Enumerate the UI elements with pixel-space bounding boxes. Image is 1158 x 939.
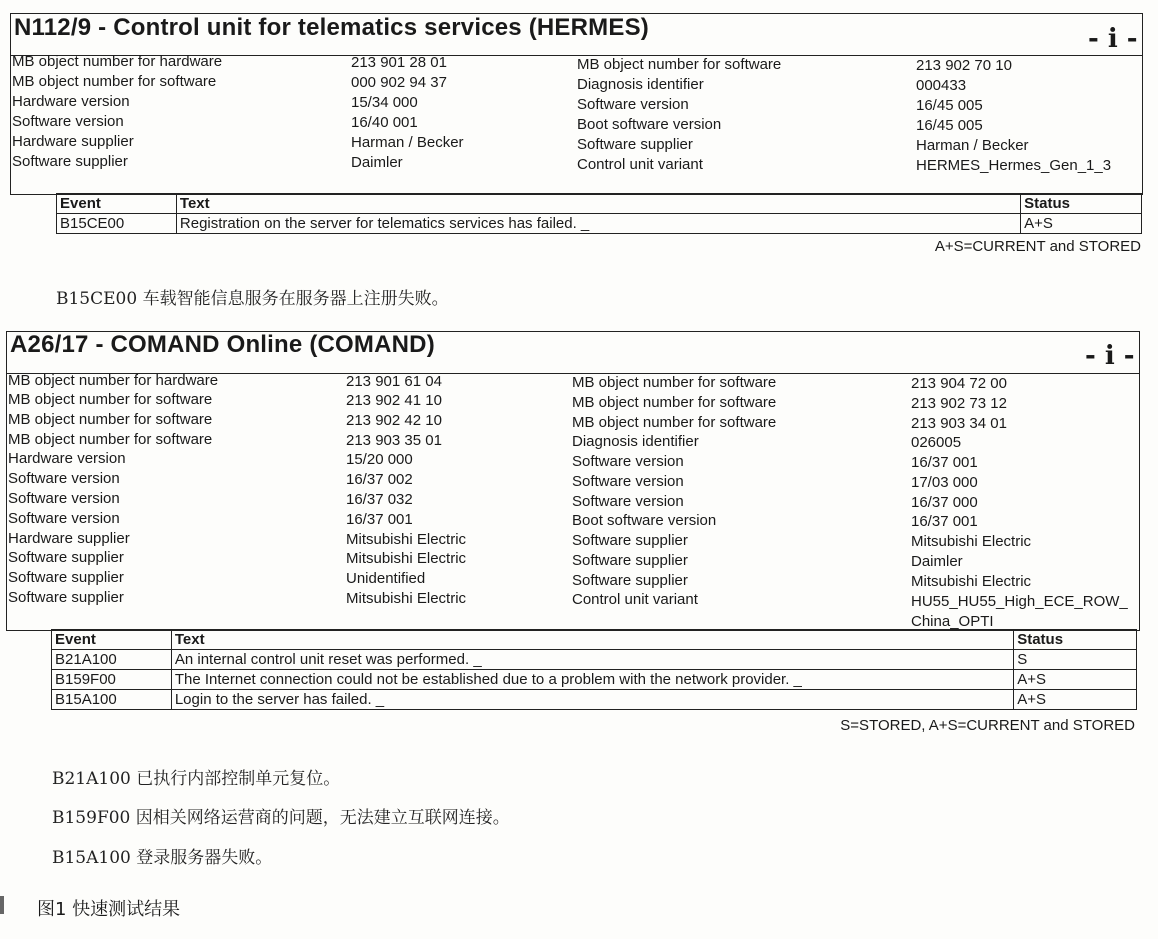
field-label: Software version [572, 493, 684, 510]
field-label: Control unit variant [577, 156, 703, 173]
field-label: Software supplier [12, 153, 128, 170]
field-value: Daimler [911, 553, 963, 570]
translation-note: B15A100 登录服务器失败。 [52, 848, 273, 868]
status-header: Status [1014, 630, 1137, 650]
control-unit-variant-value: HU55_HU55_High_ECE_ROW_China_OPTI [911, 593, 1128, 630]
text-header: Text [171, 630, 1013, 650]
field-value: Mitsubishi Electric [346, 590, 467, 607]
field-label: Software supplier [8, 549, 124, 566]
field-value: 000433 [916, 77, 967, 94]
field-label: Hardware supplier [12, 133, 134, 150]
figure-caption: 图1 快速测试结果 [37, 899, 181, 920]
field-label: Diagnosis identifier [577, 76, 704, 93]
event-table [51, 629, 1137, 710]
info-icon[interactable]: - i - [1088, 24, 1138, 54]
field-label: Hardware version [8, 450, 126, 467]
event-text: Registration on the server for telematics services has failed. _ [176, 214, 1020, 234]
field-label: Software supplier [8, 569, 124, 586]
field-label: Software version [8, 490, 120, 507]
event-code: B159F00 [52, 670, 172, 690]
field-value: Mitsubishi Electric [346, 531, 467, 548]
field-label: Software supplier [8, 589, 124, 606]
caption-marker [0, 896, 4, 914]
table-row [52, 650, 1137, 670]
event-text: The Internet connection could not be established due to a problem with the network provider. _ [171, 670, 1013, 690]
field-value: 026005 [911, 434, 962, 451]
field-label: Software supplier [577, 136, 693, 153]
field-value: 213 903 34 01 [911, 415, 1007, 432]
field-label: Software version [577, 96, 689, 113]
field-label: Software version [572, 473, 684, 490]
event-text: Login to the server has failed. _ [171, 690, 1013, 710]
field-label: MB object number for software [8, 391, 213, 408]
event-code: B15A100 [52, 690, 172, 710]
field-value: 16/37 001 [911, 513, 978, 530]
field-label: MB object number for software [8, 411, 213, 428]
field-label: Boot software version [572, 512, 717, 529]
field-value: 213 901 61 04 [346, 373, 442, 390]
event-status: S [1014, 650, 1137, 670]
control-unit-variant-value: HERMES_Hermes_Gen_1_3 [916, 157, 1112, 174]
field-value: 213 904 72 00 [911, 375, 1007, 392]
field-value: 16/45 005 [916, 97, 983, 114]
field-label: Control unit variant [572, 591, 698, 608]
field-label: MB object number for software [8, 431, 213, 448]
event-table [56, 193, 1142, 234]
field-label: Boot software version [577, 116, 722, 133]
status-legend: A+S=CURRENT and STORED [934, 238, 1141, 255]
field-label: MB object number for hardware [12, 53, 223, 70]
panel-title: N112/9 - Control unit for telematics services (HERMES) [14, 14, 649, 41]
field-value: 213 902 41 10 [346, 392, 442, 409]
field-label: MB object number for software [12, 73, 217, 90]
field-value: Mitsubishi Electric [911, 573, 1032, 590]
field-value: 17/03 000 [911, 474, 978, 491]
translation-note: B15CE00 车载智能信息服务在服务器上注册失败。 [56, 289, 449, 309]
event-code: B21A100 [52, 650, 172, 670]
event-text: An internal control unit reset was performed. _ [171, 650, 1013, 670]
field-label: Software version [12, 113, 124, 130]
field-value: 213 902 73 12 [911, 395, 1007, 412]
field-label: Diagnosis identifier [572, 433, 699, 450]
event-header: Event [52, 630, 172, 650]
field-label: Hardware supplier [8, 530, 130, 547]
field-value: 16/37 000 [911, 494, 978, 511]
field-label: MB object number for software [577, 56, 782, 73]
table-row [52, 670, 1137, 690]
text-header: Text [176, 194, 1020, 214]
field-value: Mitsubishi Electric [346, 550, 467, 567]
field-value: 213 902 70 10 [916, 57, 1012, 74]
field-label: Software supplier [572, 532, 688, 549]
field-label: Software version [572, 453, 684, 470]
event-status: A+S [1021, 214, 1142, 234]
field-value: Harman / Becker [351, 134, 464, 151]
field-label: Software supplier [572, 572, 688, 589]
field-value: 15/34 000 [351, 94, 418, 111]
field-value: 16/45 005 [916, 117, 983, 134]
field-value: Harman / Becker [916, 137, 1029, 154]
field-value: 16/37 032 [346, 491, 413, 508]
field-value: 16/37 002 [346, 471, 413, 488]
translation-note: B159F00 因相关网络运营商的问题，无法建立互联网连接。 [52, 808, 510, 828]
field-value: 213 902 42 10 [346, 412, 442, 429]
translation-note: B21A100 已执行内部控制单元复位。 [52, 769, 341, 789]
field-label: MB object number for hardware [8, 372, 219, 389]
status-legend: S=STORED, A+S=CURRENT and STORED [840, 717, 1135, 734]
field-value: Daimler [351, 154, 403, 171]
event-status: A+S [1014, 670, 1137, 690]
table-row [52, 690, 1137, 710]
info-icon[interactable]: - i - [1085, 341, 1135, 371]
field-label: Hardware version [12, 93, 130, 110]
status-header: Status [1021, 194, 1142, 214]
field-label: MB object number for software [572, 414, 777, 431]
field-value: 16/37 001 [346, 511, 413, 528]
table-row [57, 214, 1142, 234]
event-table-header [57, 194, 1142, 214]
field-label: Software supplier [572, 552, 688, 569]
field-value: 16/37 001 [911, 454, 978, 471]
field-value: 213 901 28 01 [351, 54, 447, 71]
event-code: B15CE00 [57, 214, 177, 234]
field-value: Mitsubishi Electric [911, 533, 1032, 550]
field-value: 000 902 94 37 [351, 74, 447, 91]
field-label: MB object number for software [572, 394, 777, 411]
field-label: MB object number for software [572, 374, 777, 391]
panel-title: A26/17 - COMAND Online (COMAND) [10, 331, 435, 358]
field-label: Software version [8, 470, 120, 487]
field-value: 213 903 35 01 [346, 432, 442, 449]
field-value: 15/20 000 [346, 451, 413, 468]
field-value: 16/40 001 [351, 114, 418, 131]
event-header: Event [57, 194, 177, 214]
field-label: Software version [8, 510, 120, 527]
event-table-header [52, 630, 1137, 650]
field-value: Unidentified [346, 570, 426, 587]
event-status: A+S [1014, 690, 1137, 710]
